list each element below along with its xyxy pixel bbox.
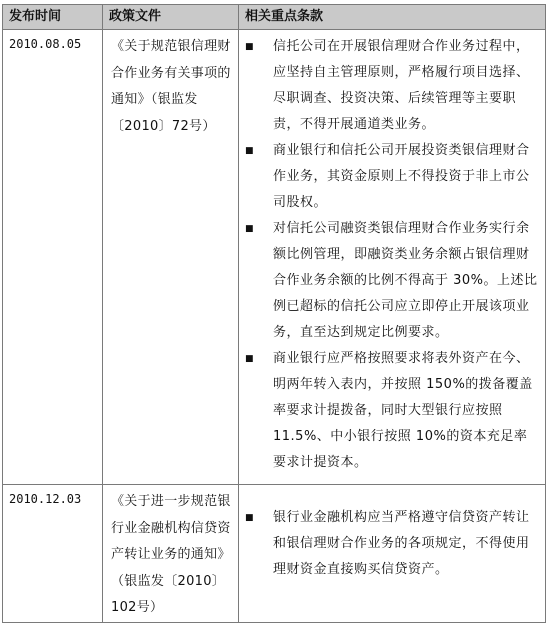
clause-list [239, 30, 545, 478]
square-bullet-icon: ■ [245, 42, 254, 52]
clause-text: 商业银行和信托公司开展投资类银信理财合作业务，其资金原则上不得投资于非上市公司股权。 [273, 143, 530, 210]
square-bullet-icon: ■ [245, 354, 254, 364]
clause-item [245, 34, 539, 138]
policy-document: 《关于规范银信理财合作业务有关事项的通知》（银监发〔2010〕72号） [111, 39, 231, 134]
clauses-cell [239, 485, 546, 623]
clause-text: 信托公司在开展银信理财合作业务过程中，应坚持自主管理原则，严格履行项目选择、尽职调查、投资决策、后续管理等主要职责，不得开展通道类业务。 [273, 39, 530, 132]
table-row [3, 30, 546, 485]
header-release-date: 发布时间 [3, 5, 103, 30]
clause-item [245, 346, 539, 476]
policy-cell [103, 30, 239, 485]
release-date: 2010.08.05 [9, 37, 82, 51]
header-key-clauses: 相关重点条款 [239, 5, 546, 30]
date-cell [3, 485, 103, 623]
clause-text: 银行业金融机构应当严格遵守信贷资产转让和银信理财合作业务的各项规定，不得使用理财资金直接购买信贷资产。 [273, 510, 530, 577]
square-bullet-icon: ■ [245, 146, 254, 156]
clause-text: 对信托公司融资类银信理财合作业务实行余额比例管理，即融资类业务余额占银信理财合作业务余额的比例不得高于 30%。上述比例已超标的信托公司应立即停止开展该项业务，直至达到规定比例要求。 [273, 221, 538, 340]
clauses-cell [239, 30, 546, 485]
clause-item [245, 138, 539, 216]
square-bullet-icon: ■ [245, 224, 254, 234]
policy-cell [103, 485, 239, 623]
clause-list [239, 485, 545, 585]
policy-document: 《关于进一步规范银行业金融机构信贷资产转让业务的通知》（银监发〔2010〕102号） [111, 494, 231, 615]
clause-item [245, 216, 539, 346]
clause-item [245, 505, 539, 583]
clause-text: 商业银行应严格按照要求将表外资产在今、明两年转入表内，并按照 150%的拨备覆盖率要求计提拨备，同时大型银行应按照 11.5%、中小银行按照 10%的资本充足率要求计提资本。 [273, 351, 533, 470]
square-bullet-icon: ■ [245, 513, 254, 523]
header-row [3, 5, 546, 30]
date-cell [3, 30, 103, 485]
table-row [3, 485, 546, 623]
header-policy-document: 政策文件 [103, 5, 239, 30]
release-date: 2010.12.03 [9, 492, 82, 506]
policy-table [2, 4, 546, 623]
